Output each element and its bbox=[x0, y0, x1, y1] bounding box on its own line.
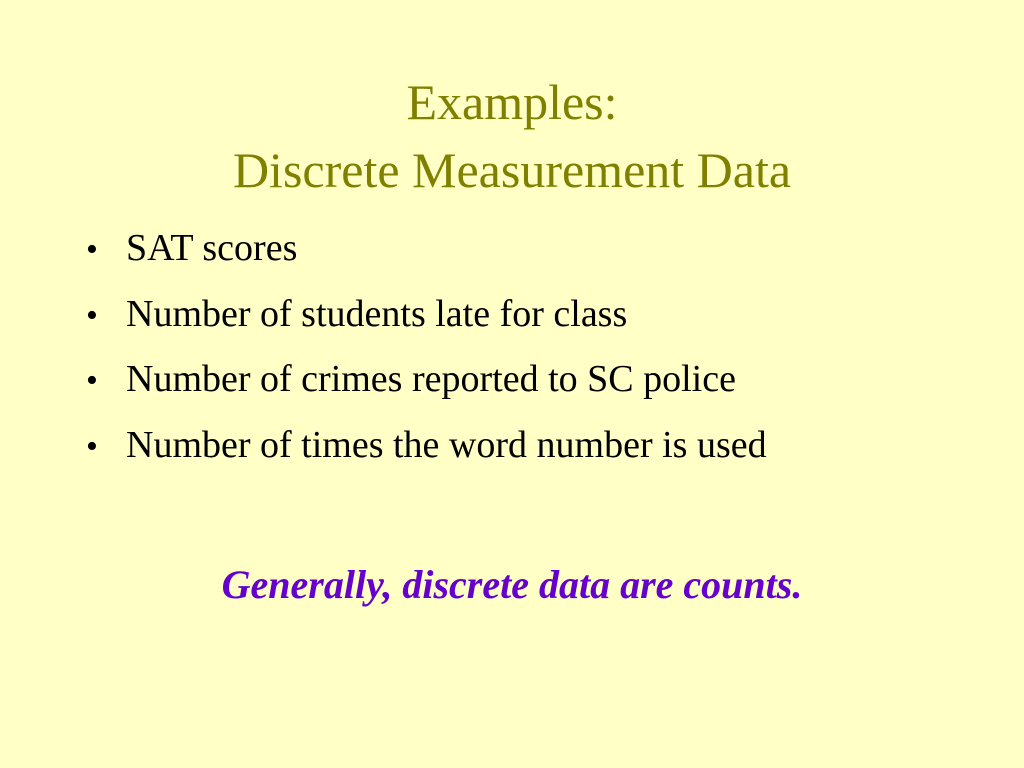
slide-title-line-2: Discrete Measurement Data bbox=[232, 142, 792, 198]
bullet-item-sat-scores bbox=[86, 226, 767, 292]
bullet-icon: • bbox=[86, 362, 98, 399]
bullet-item-students-late bbox=[86, 292, 767, 358]
bullet-text: Number of students late for class bbox=[126, 292, 628, 335]
bullet-item-word-number bbox=[86, 423, 767, 489]
bullet-text: Number of crimes reported to SC police bbox=[126, 358, 736, 400]
slide-title-line-1: Examples: bbox=[406, 74, 618, 130]
bullet-icon: • bbox=[86, 427, 98, 465]
bullet-text: Number of times the word number is used bbox=[126, 423, 767, 466]
slide-title bbox=[0, 68, 1024, 204]
bullet-list bbox=[86, 226, 767, 488]
bullet-text: SAT scores bbox=[126, 227, 298, 269]
summary-note: Generally, discrete data are counts. bbox=[221, 562, 803, 607]
bullet-icon: • bbox=[86, 231, 98, 268]
bullet-icon: • bbox=[86, 296, 98, 334]
bullet-item-crimes-reported bbox=[86, 357, 767, 423]
